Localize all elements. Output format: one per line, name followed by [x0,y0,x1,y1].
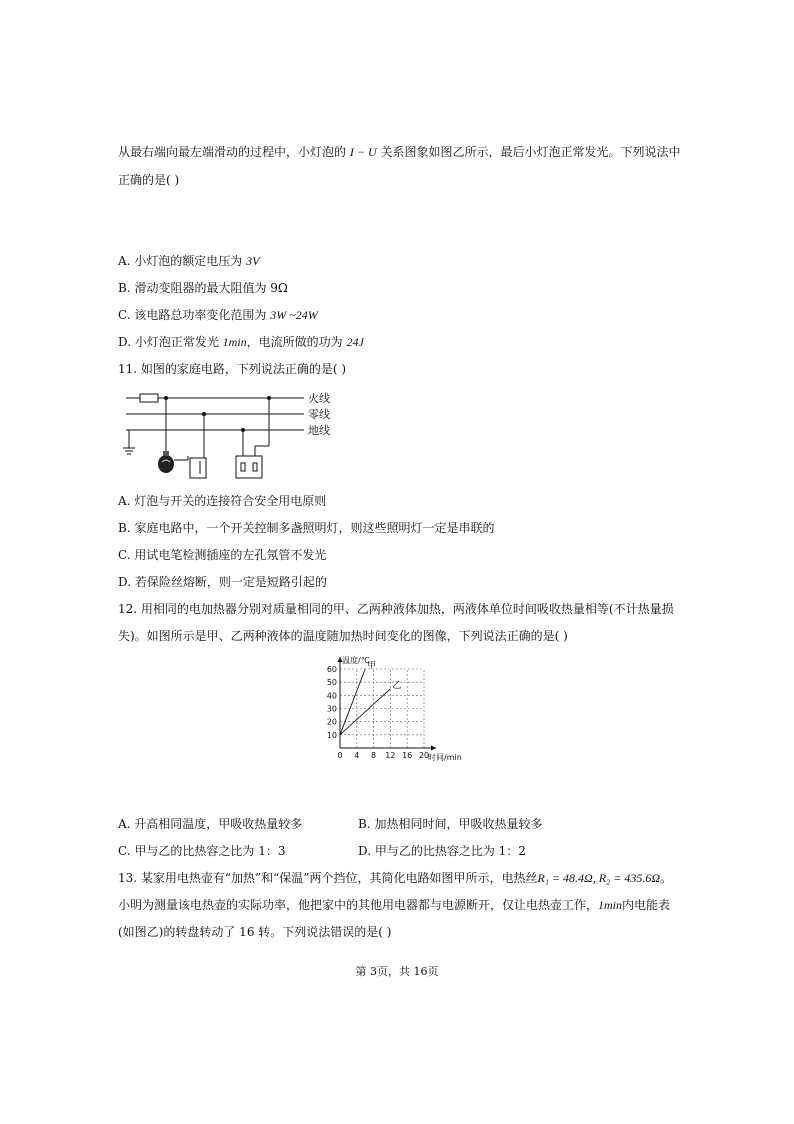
q12-option-b: B. 加热相同时间，甲吸收热量较多 [358,817,543,831]
x-tick-label: 20 [418,751,430,760]
y-tick-label: 10 [326,730,337,740]
q13-stem-line3: (如图乙)的转盘转动了 16 转。下列说法错误的是( ) [118,925,392,939]
x-tick-label: 16 [402,751,413,760]
q12-option-d: D. 甲与乙的比热容之比为 1：2 [358,844,526,858]
socket-icon [236,456,262,478]
y-tick-label: 40 [326,691,337,701]
q11-option-a: A. 灯泡与开关的连接符合安全用电原则 [118,494,327,508]
neutral-wire-label: 零线 [308,408,330,421]
q10-option-a: A. 小灯泡的额定电压为 3V [118,254,260,268]
bulb-icon [158,451,174,473]
series-line-甲 [340,669,365,735]
y-axis-label: 温度/℃ [342,656,370,665]
ground-wire-label: 地线 [308,424,330,437]
switch-icon [190,458,206,478]
q10-option-d: D. 小灯泡正常发光 1min，电流所做的功为 24J [118,335,364,349]
series-line-乙 [340,689,390,735]
y-tick-label: 30 [326,704,337,714]
q11-option-d: D. 若保险丝熔断，则一定是短路引起的 [118,575,327,589]
q10-option-c: C. 该电路总功率变化范围为 3W ~24W [118,308,318,322]
x-axis-arrow-icon [431,746,436,751]
y-tick-label: 60 [326,665,337,674]
live-wire-label: 火线 [308,392,330,405]
q12-stem-line1: 12. 用相同的电加热器分别对质量相同的甲、乙两种液体加热，两液体单位时间吸收热量相等(不计热量损 [118,602,674,616]
series-label-甲: 甲 [367,661,377,671]
q12-stem-line2: 失)。如图所示是甲、乙两种液体的温度随加热时间变化的图像，下列说法正确的是( ) [118,629,568,643]
x-tick-label: 0 [337,751,343,760]
fuse-icon [140,394,158,402]
series-label-乙: 乙 [392,680,402,691]
household-circuit-diagram [118,388,348,484]
q10-stem-line2: 正确的是( ) [118,173,180,187]
temperature-time-chart [318,648,478,766]
page-footer: 第 3页，共 16页 [355,965,439,978]
q11-option-c: C. 用试电笔检测插座的左孔氖管不发光 [118,548,327,562]
q11-stem: 11. 如图的家庭电路，下列说法正确的是( ) [118,362,347,376]
q12-option-a: A. 升高相同温度，甲吸收热量较多 [118,817,303,831]
q13-stem-line2: 小明为测量该电热壶的实际功率，他把家中的其他用电器都与电源断开，仅让电热壶工作，1min内电能表 [118,898,671,912]
q10-stem-line1: 从最右端向最左端滑动的过程中，小灯泡的 I − U 关系图象如图乙所示，最后小灯泡正常发光。下列说法中 [118,145,681,159]
q11-option-b: B. 家庭电路中，一个开关控制多盏照明灯，则这些照明灯一定是串联的 [118,521,495,535]
q13-stem-line1: 13. 某家用电热壶有“加热”和“保温”两个挡位，其简化电路如图甲所示，电热丝R₁ = 48.4Ω, R₂ = 435.6Ω。 [118,871,673,885]
q10-option-b: B. 滑动变阻器的最大阻值为 9Ω [118,281,288,295]
x-tick-label: 12 [385,751,396,760]
x-tick-label: 8 [371,751,377,760]
y-tick-label: 50 [326,678,337,688]
q12-option-c: C. 甲与乙的比热容之比为 1：3 [118,844,286,858]
x-tick-label: 4 [354,751,360,760]
x-axis-label: 时间/min [428,753,462,762]
y-tick-label: 20 [326,717,337,727]
